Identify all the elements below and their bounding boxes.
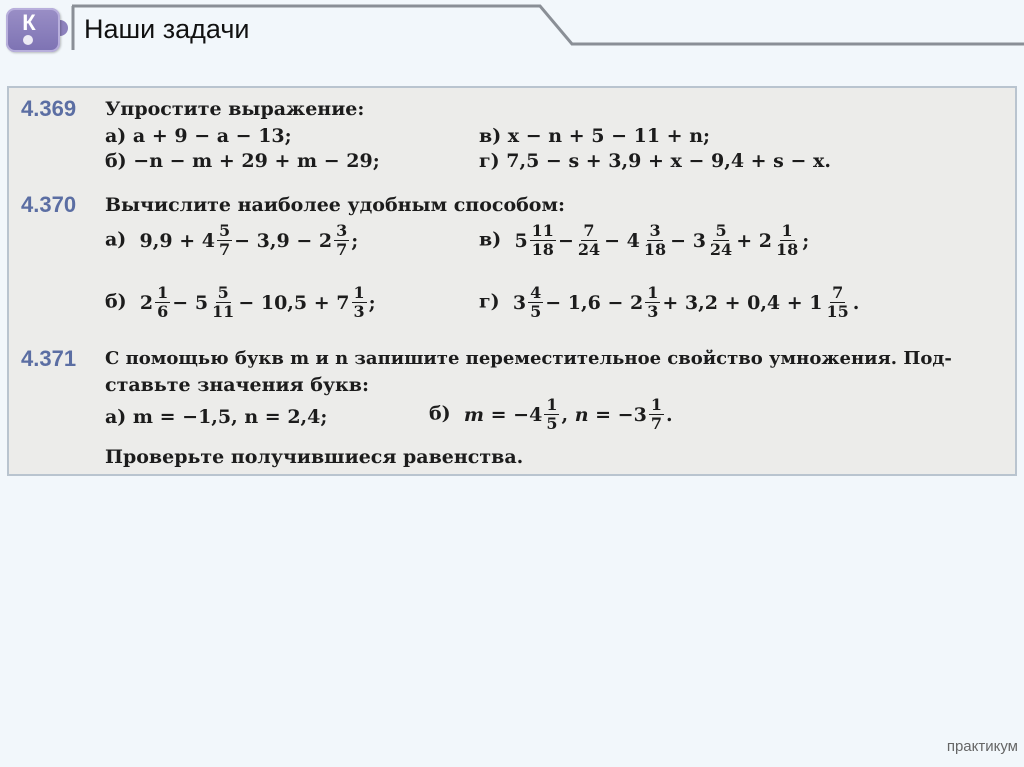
task-371-b	[429, 396, 673, 433]
page-title: Наши задачи	[84, 14, 250, 44]
math-370-a: 9,9 + 4 $\frac{5}{7}$ − 3,9 − 2 $\frac{3}{7}$ ;	[132, 221, 359, 259]
task-369-v: в) x − n + 5 − 11 + n;	[479, 125, 711, 147]
task-370-b	[105, 284, 376, 321]
logo-letter: К	[22, 10, 36, 35]
task-370-v	[479, 222, 809, 259]
task-369-a: а) a + 9 − a − 13;	[105, 125, 292, 147]
footer-label: практикум	[946, 738, 1018, 755]
task-371-line2: ставьте значения букв:	[105, 374, 369, 396]
task-370-g	[479, 284, 859, 321]
instruction-369: Упростите выражение:	[105, 98, 365, 120]
task-369-b: б) −n − m + 29 + m − 29;	[105, 150, 380, 172]
instruction-370: Вычислите наиболее удобным способом:	[105, 194, 565, 216]
exercise-number-370: 4.370	[21, 192, 77, 217]
math-370-g: 3 $\frac{4}{5}$ − 1,6 − 2 $\frac{1}{3}$ + 3,2 + 0,4 + 1 $\frac{7}{15}$ .	[506, 283, 860, 321]
task-369-g: г) 7,5 − s + 3,9 + x − 9,4 + s − x.	[479, 150, 831, 172]
task-371-check: Проверьте получившиеся равенства.	[105, 446, 524, 468]
task-371-line1: С помощью букв m и n запишите переместительное свойство умножения. Под-	[105, 348, 952, 369]
exercise-number-371: 4.371	[21, 346, 77, 371]
task-371-a: а) m = −1,5, n = 2,4;	[105, 406, 328, 428]
math-371-b: m = −4 $\frac{1}{5}$ , n = −3 $\frac{1}{7}$ .	[463, 395, 673, 433]
task-370-a	[105, 222, 358, 259]
textbook-panel	[7, 86, 1017, 476]
task-371-b-label: б)	[429, 402, 451, 425]
logo-dot	[23, 35, 33, 45]
task-370-a-label: а)	[105, 228, 127, 251]
task-370-g-label: г)	[479, 290, 500, 313]
math-370-v: 5 $\frac{11}{18}$ − $\frac{7}{24}$ − 4 $\frac{3}{18}$ − 3 $\frac{5}{24}$ + 2 $\frac{1}{18}$ ;	[507, 221, 810, 259]
task-370-v-label: в)	[479, 228, 502, 251]
task-370-b-label: б)	[105, 290, 127, 313]
math-370-b: 2 $\frac{1}{6}$ − 5 $\frac{5}{11}$ − 10,5 + 7 $\frac{1}{3}$ ;	[133, 283, 376, 321]
logo-tile	[6, 8, 60, 52]
exercise-number-369: 4.369	[21, 96, 77, 121]
